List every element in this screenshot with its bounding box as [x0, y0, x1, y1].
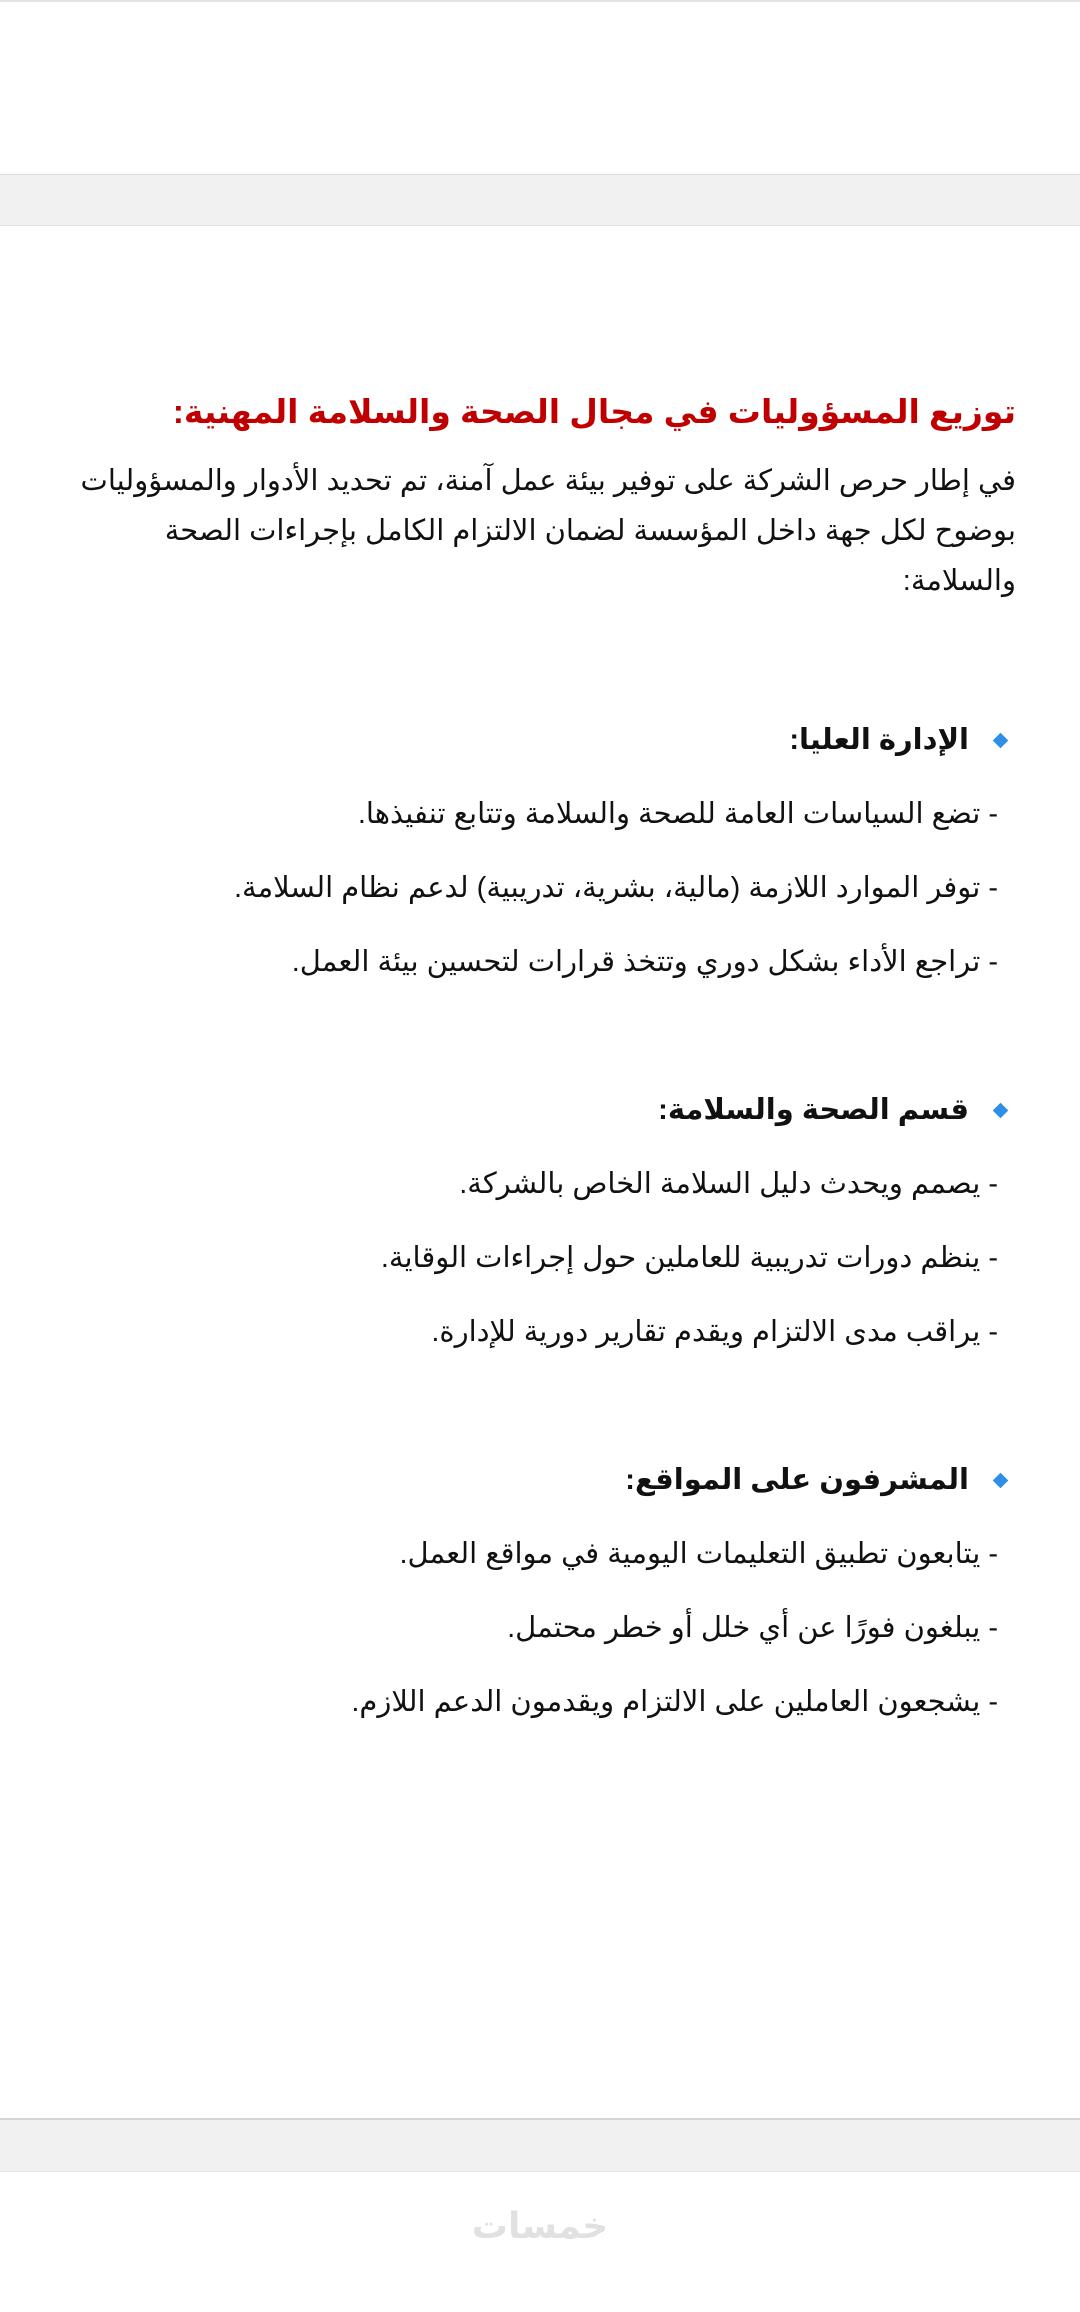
list-item: - يشجعون العاملين على الالتزام ويقدمون الدعم اللازم. [351, 1686, 998, 1718]
diamond-bullet-icon [993, 1102, 1009, 1118]
page-separator-top [0, 174, 1080, 226]
section-top-management [56, 718, 1016, 984]
section-heading [56, 1088, 1016, 1132]
section-heading-text: الإدارة العليا: [789, 724, 969, 756]
list-item: - ينظم دورات تدريبية للعاملين حول إجراءات الوقاية. [380, 1242, 998, 1274]
list-item: - تراجع الأداء بشكل دوري وتتخذ قرارات لتحسين بيئة العمل. [291, 946, 998, 978]
document-content [56, 390, 1016, 1754]
brand-watermark: خمسات [471, 2206, 609, 2247]
list-item: - تضع السياسات العامة للصحة والسلامة وتتابع تنفيذها. [357, 798, 998, 830]
page-separator-bottom [0, 2118, 1080, 2172]
diamond-bullet-icon [993, 732, 1009, 748]
diamond-bullet-icon [993, 1472, 1009, 1488]
section-health-safety-dept [56, 1088, 1016, 1354]
section-heading-text: قسم الصحة والسلامة: [658, 1094, 969, 1126]
footer [0, 2172, 1080, 2312]
section-heading [56, 718, 1016, 762]
document-page [0, 226, 1080, 2118]
list-item: - يراقب مدى الالتزام ويقدم تقارير دورية للإدارة. [431, 1316, 998, 1348]
list-item: - يبلغون فورًا عن أي خلل أو خطر محتمل. [507, 1612, 998, 1644]
intro-paragraph [56, 456, 1016, 606]
list-item: - توفر الموارد اللازمة (مالية، بشرية، تدريبية) لدعم نظام السلامة. [233, 872, 998, 904]
intro-line-1: في إطار حرص الشركة على توفير بيئة عمل آمنة، تم تحديد الأدوار والمسؤوليات [80, 465, 1016, 497]
list-item: - يتابعون تطبيق التعليمات اليومية في مواقع العمل. [399, 1538, 998, 1570]
list-item: - يصمم ويحدث دليل السلامة الخاص بالشركة. [459, 1168, 998, 1200]
previous-page-bottom [0, 0, 1080, 174]
section-site-supervisors [56, 1458, 1016, 1724]
section-heading [56, 1458, 1016, 1502]
intro-line-2: بوضوح لكل جهة داخل المؤسسة لضمان الالتزام الكامل بإجراءات الصحة والسلامة: [164, 515, 1016, 597]
section-heading-text: المشرفون على المواقع: [625, 1464, 969, 1496]
document-title: توزيع المسؤوليات في مجال الصحة والسلامة المهنية: [172, 393, 1016, 430]
